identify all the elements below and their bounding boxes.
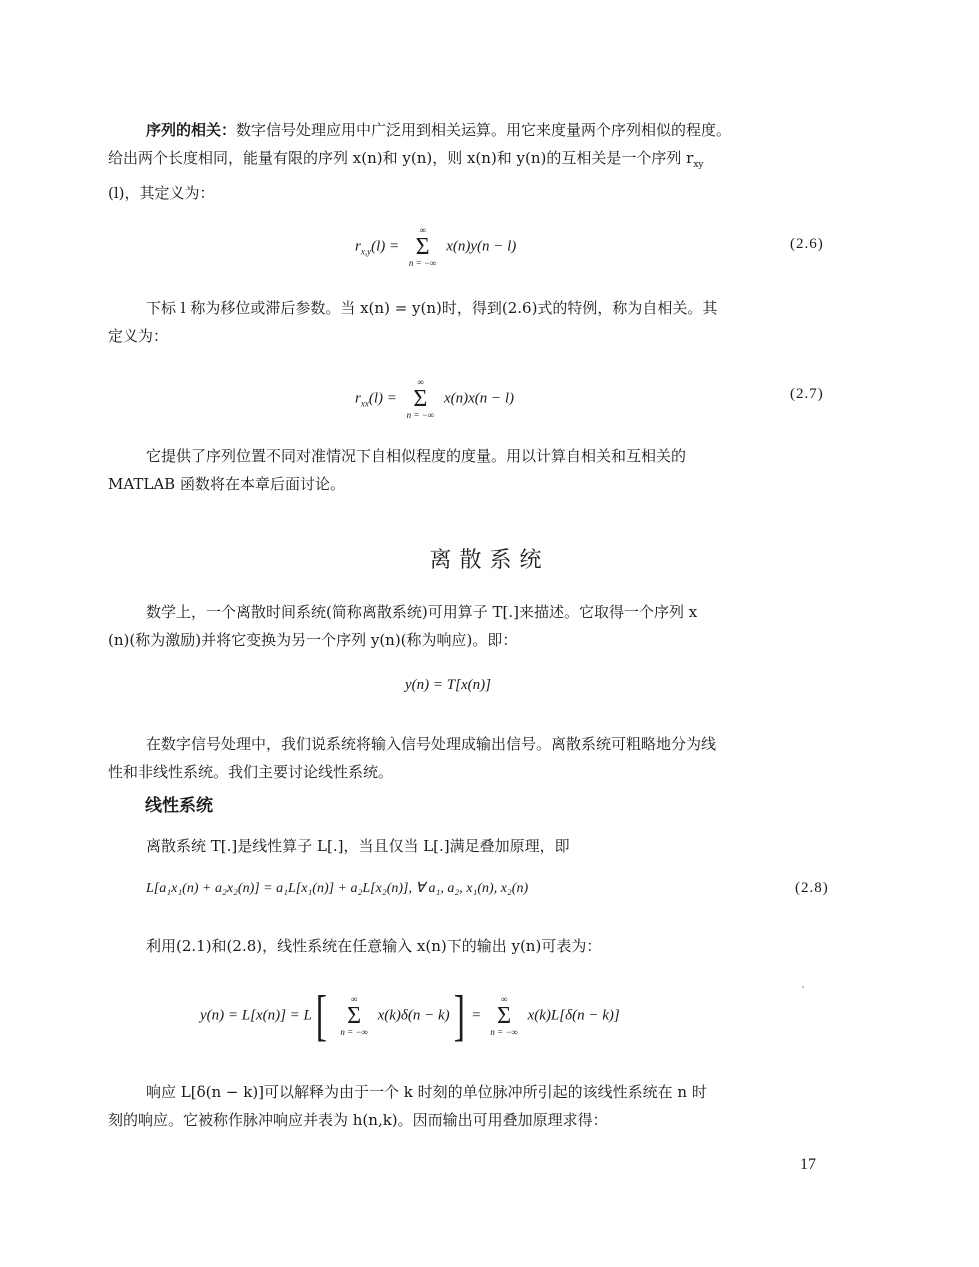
page-number: 17 <box>800 1156 816 1173</box>
sum-upper: ∞ <box>500 994 508 1004</box>
para-output <box>108 932 838 960</box>
subsection-heading: 线性系统 <box>145 796 213 816</box>
eq-symbol: r <box>355 390 361 407</box>
para-text: 性和非线性系统。我们主要讨论线性系统。 <box>108 763 394 781</box>
equation-number: (2.7) <box>790 386 824 402</box>
term-sequence-correlation: 序列的相关： <box>146 121 237 139</box>
summation <box>409 226 437 268</box>
para-text: (n)(称为激励)并将它变换为另一个序列 y(n)(称为响应)。即： <box>108 631 518 649</box>
eq-text: x(k)L[δ(n − k)] <box>527 1007 620 1024</box>
eq-text: (l) = <box>368 390 397 407</box>
para-text: 响应 L[δ(n − k)]可以解释为由于一个 k 时刻的单位脉冲所引起的该线性系统在 n 时 <box>146 1083 707 1101</box>
left-bracket: [ <box>315 985 327 1047</box>
para-text: 下标 l 称为移位或滞后参数。当 x(n) = y(n)时，得到(2.6)式的特例，称为自相关。其 <box>146 299 718 317</box>
para-linear-intro <box>108 730 838 786</box>
para-matlab <box>108 442 838 498</box>
para-text: 定义为： <box>108 327 169 345</box>
para-text: 在数字信号处理中，我们说系统将输入信号处理成输出信号。离散系统可粗略地分为线 <box>146 735 717 753</box>
para-impulse-response <box>108 1078 838 1134</box>
equation-number: (2.6) <box>790 236 824 252</box>
para-discrete-system <box>108 598 838 654</box>
para-text: MATLAB 函数将在本章后面讨论。 <box>108 475 345 493</box>
summation <box>340 995 368 1037</box>
eq-text: x(n)x(n − l) <box>443 390 515 407</box>
para-lag <box>108 294 838 350</box>
para-text: 离散系统 T[.]是线性算子 L[.]，当且仅当 L[.]满足叠加原理，即 <box>146 837 570 855</box>
sum-lower: n = −∞ <box>408 258 437 268</box>
eq-symbol: r <box>355 238 361 255</box>
para-text: 它提供了序列位置不同对准情况下自相似程度的度量。用以计算自相关和互相关的 <box>146 447 687 465</box>
para-text: 给出两个长度相同，能量有限的序列 x(n)和 y(n)，则 x(n)和 y(n)的互相关是一个序列 r <box>108 149 694 167</box>
para-text: 刻的响应。它被称作脉冲响应并表为 h(n,k)。因而输出可用叠加原理求得： <box>108 1111 608 1129</box>
sum-lower: n = −∞ <box>406 410 435 420</box>
equation-2-8: L[a₁x₁(n) + a₂x₂(n)] = a₁L[x₁(n)] + a₂L[x₂(n)], ∀ a₁, a₂, x₁(n), x₂(n) <box>146 881 529 896</box>
equation-system: y(n) = T[x(n)] <box>405 677 491 693</box>
eq-text: (l) = <box>371 238 400 255</box>
summation <box>407 378 435 420</box>
sum-upper: ∞ <box>417 377 424 387</box>
sum-lower: n = −∞ <box>490 1027 518 1037</box>
sum-sigma: Σ <box>413 386 428 412</box>
sum-upper: ∞ <box>350 994 358 1004</box>
summation <box>490 995 518 1037</box>
para-text: 数学上，一个离散时间系统(简称离散系统)可用算子 T[.]来描述。它取得一个序列 x <box>146 603 698 621</box>
eq-text: x(n)y(n − l) <box>446 238 517 255</box>
scan-speck <box>802 986 804 988</box>
para-correlation <box>108 116 838 207</box>
equation-output <box>200 985 620 1047</box>
sum-upper: ∞ <box>419 225 426 235</box>
eq-text: x(k)δ(n − k) <box>377 1007 450 1024</box>
equation-number: (2.8) <box>795 880 829 896</box>
sum-lower: n = −∞ <box>340 1027 368 1037</box>
equation-2-6 <box>355 226 516 268</box>
eq-subscript: x,y <box>360 246 372 257</box>
sum-sigma: Σ <box>415 234 430 260</box>
sum-sigma: Σ <box>497 1003 512 1029</box>
para-superposition <box>108 832 838 860</box>
eq-subscript: xx <box>360 398 369 409</box>
section-title: 离散系统 <box>429 548 550 573</box>
subscript: xy <box>693 160 704 170</box>
para-text: 利用(2.1)和(2.8)，线性系统在任意输入 x(n)下的输出 y(n)可表为： <box>146 937 602 955</box>
sum-sigma: Σ <box>347 1003 362 1029</box>
right-bracket: ] <box>453 985 465 1047</box>
eq-text: y(n) = L[x(n)] = L <box>200 1007 312 1024</box>
eq-text: = <box>472 1007 481 1024</box>
equation-2-7 <box>355 378 514 420</box>
para-text: 数字信号处理应用中广泛用到相关运算。用它来度量两个序列相似的程度。 <box>236 121 732 139</box>
para-text: (l)，其定义为： <box>108 184 215 202</box>
